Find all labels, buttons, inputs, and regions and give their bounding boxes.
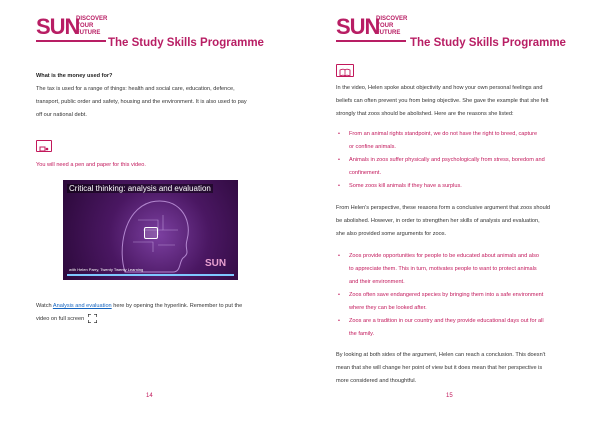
logo-tag-2: YOUR: [76, 23, 94, 29]
conclusion-line-3: more considered and thoughtful.: [336, 378, 417, 384]
watch-suffix: here by opening the hyperlink. Remember to put the: [111, 303, 243, 309]
sun-logo: [336, 13, 408, 43]
video-title: Critical thinking: analysis and evaluation: [69, 184, 211, 193]
watch-prefix: Watch: [36, 303, 53, 309]
logo-tag-1: DISCOVER: [76, 16, 108, 22]
logo-tag: [76, 16, 107, 37]
money-heading: What is the money used for?: [36, 73, 113, 79]
logo-tag-2: YOUR: [376, 23, 394, 29]
intro-line-3: strongly that zoos should be abolished. Here are the reasons she listed:: [336, 111, 514, 117]
watch-instruction: [36, 300, 242, 313]
argument-item-continued: the family.: [349, 331, 375, 337]
argument-item-continued: to appreciate them. This in turn, motivates people to want to protect animals: [349, 266, 537, 272]
watch-instruction-line-2: [36, 313, 97, 326]
full-screen-text: video on full screen: [36, 316, 85, 322]
logo-tag: [376, 16, 407, 37]
video-credit: with Helen Parry, Twenty Twenty Learning: [69, 267, 144, 272]
play-button-icon[interactable]: [144, 227, 158, 239]
logo-main: SUN: [336, 14, 380, 39]
intro-line-1: In the video, Helen spoke about objectivity and how your own personal feelings and: [336, 85, 543, 91]
pen-paper-note: You will need a pen and paper for this video.: [36, 162, 146, 168]
logo-main: SUN: [36, 14, 80, 39]
logo-underline: [36, 40, 106, 42]
reasons-list: [336, 128, 576, 193]
reason-item-continued: confinement.: [349, 170, 382, 176]
tax-paragraph-line-2: transport, public order and safety, housing and the environment. It is also used to pay: [36, 99, 247, 105]
argument-item-continued: and their environment.: [349, 279, 405, 285]
video-icon: [36, 140, 52, 152]
conclusion-line-2: mean that she will change her point of view but it does mean that her perspective is: [336, 365, 543, 371]
argument-item: • Zoos are a tradition in our country and they provide educational days out for all: [336, 315, 576, 328]
reason-item: • Some zoos kill animals if they have a surplus.: [336, 180, 576, 193]
perspective-line-1: From Helen's perspective, these reasons form a conclusive argument that zoos should: [336, 205, 551, 211]
perspective-line-2: be abolished. However, in order to strengthen her skills of analysis and evaluation,: [336, 218, 540, 224]
argument-item: • Zoos provide opportunities for people to be educated about animals and also: [336, 250, 576, 263]
perspective-line-3: she also provided some arguments for zoos.: [336, 231, 447, 237]
fullscreen-icon: [88, 314, 97, 323]
reason-item: • From an animal rights standpoint, we do not have the right to breed, capture: [336, 128, 576, 141]
logo-underline: [336, 40, 406, 42]
page-number-left: 14: [146, 393, 153, 399]
logo-tag-3: FUTURE: [376, 30, 401, 36]
tax-paragraph-line-1: The tax is used for a range of things: health and social care, education, defence,: [36, 86, 235, 92]
page-number-right: 15: [446, 393, 453, 399]
open-book-icon: [336, 64, 354, 77]
conclusion-line-1: By looking at both sides of the argument, Helen can reach a conclusion. This doesn't: [336, 352, 546, 358]
programme-title: The Study Skills Programme: [410, 37, 566, 49]
video-player[interactable]: [63, 180, 238, 280]
video-progress-bar[interactable]: [67, 274, 234, 276]
logo-tag-1: DISCOVER: [376, 16, 408, 22]
video-watermark: SUN: [205, 258, 227, 269]
analysis-evaluation-link[interactable]: Analysis and evaluation: [52, 303, 112, 309]
reason-item: • Animals in zoos suffer physically and psychologically from stress, boredom and: [336, 154, 576, 167]
argument-item: • Zoos often save endangered species by bringing them into a safe environment: [336, 289, 576, 302]
intro-line-2: beliefs can often prevent you from being objective. She gave the example that she felt: [336, 98, 549, 104]
right-page: [300, 0, 600, 424]
argument-item-continued: where they can be looked after.: [349, 305, 427, 311]
programme-title: The Study Skills Programme: [108, 37, 264, 49]
tax-paragraph-line-3: off our national debt.: [36, 112, 87, 118]
reason-item-continued: or confine animals.: [349, 144, 396, 150]
logo-tag-3: FUTURE: [76, 30, 101, 36]
sun-logo: [36, 13, 108, 43]
arguments-list: [336, 250, 576, 341]
